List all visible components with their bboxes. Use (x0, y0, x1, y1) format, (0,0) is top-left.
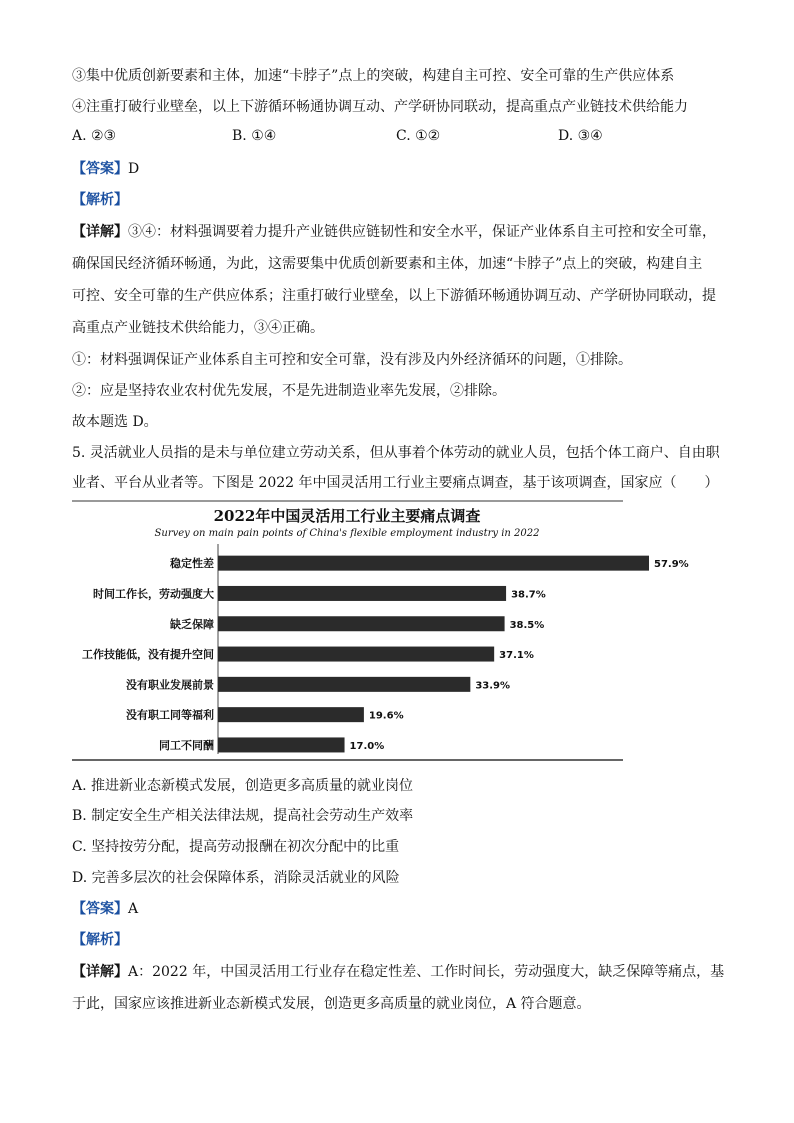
detail-tag: 【详解】 (72, 224, 128, 240)
q5-detail-line-2: 于此，国家应该推进新业态新模式发展，创造更多高质量的就业岗位，A 符合题意。 (72, 996, 591, 1012)
bar-6 (218, 737, 345, 752)
chart-svg (72, 500, 689, 762)
q4-analysis-tag: 【解析】 (72, 192, 128, 208)
bar-0 (218, 556, 649, 571)
detail-tag: 【详解】 (72, 964, 128, 980)
answer-tag: 【答案】 (72, 161, 128, 177)
q4-detail-line-3: 可控、安全可靠的生产供应体系；注重打破行业壁垒，以上下游循环畅通协调互动、产学研协同联动，提 (72, 288, 716, 304)
chart-subtitle: Survey on main pain points of China's flexible employment industry in 2022 (154, 528, 540, 539)
q4-choice-c: C. ①② (396, 128, 441, 144)
q4-conclusion: 故本题选 D。 (72, 414, 158, 430)
category-label-3: 工作技能低，没有提升空间 (82, 648, 214, 662)
q4-choice-d: D. ③④ (558, 128, 603, 144)
category-label-6: 同工不同酬 (159, 738, 214, 752)
category-label-1: 时间工作长，劳动强度大 (93, 587, 214, 601)
answer-value: D (128, 161, 140, 177)
q5-stem-line-1: 5. 灵活就业人员指的是未与单位建立劳动关系，但从事着个体劳动的就业人员，包括个体工商户、自由职 (72, 445, 720, 461)
option-statement-4: ④注重打破行业壁垒，以上下游循环畅通协调互动、产学研协同联动，提高重点产业链技术供给能力 (72, 99, 688, 115)
value-label-3: 37.1% (499, 650, 534, 662)
q4-choice-a: A. ②③ (72, 128, 117, 144)
q5-choice-a: A. 推进新业态新模式发展，创造更多高质量的就业岗位 (72, 778, 414, 794)
pain-points-chart (72, 500, 689, 762)
bar-3 (218, 647, 494, 662)
option-statement-3: ③集中优质创新要素和主体，加速“卡脖子”点上的突破，构建自主可控、安全可靠的生产供应体系 (72, 68, 675, 84)
bar-5 (218, 707, 364, 722)
q5-choice-d: D. 完善多层次的社会保障体系，消除灵活就业的风险 (72, 870, 400, 886)
category-label-2: 缺乏保障 (170, 617, 214, 631)
bar-1 (218, 586, 506, 601)
q5-analysis-tag: 【解析】 (72, 932, 128, 948)
q4-exclusion-1: ①：材料强调保证产业体系自主可控和安全可靠，没有涉及内外经济循环的问题，①排除。 (72, 352, 632, 368)
q4-choices (72, 128, 732, 148)
q5-detail-line-1: 【详解】A：2022 年，中国灵活用工行业存在稳定性差、工作时间长，劳动强度大，缺乏保障等痛点，基 (72, 964, 725, 980)
bar-4 (218, 677, 470, 692)
q4-detail-line-1: 【详解】③④：材料强调要着力提升产业链供应链韧性和安全水平，保证产业体系自主可控和安全可靠， (72, 224, 716, 240)
answer-value: A (128, 901, 139, 917)
value-label-6: 17.0% (349, 740, 385, 752)
q5-stem-line-2: 业者、平台从业者等。下图是 2022 年中国灵活用工行业主要痛点调查，基于该项调查，国家应（ ） (72, 475, 719, 491)
value-label-4: 33.9% (475, 680, 511, 692)
q5-answer (72, 899, 138, 919)
value-label-2: 38.5% (509, 619, 545, 631)
answer-tag: 【答案】 (72, 901, 128, 917)
category-label-4: 没有职业发展前景 (126, 678, 214, 692)
q4-detail-line-2: 确保国民经济循环畅通，为此，这需要集中优质创新要素和主体，加速“卡脖子”点上的突破，构建自主 (72, 256, 703, 272)
q4-exclusion-2: ②：应是坚持农业农村优先发展，不是先进制造业率先发展，②排除。 (72, 383, 506, 399)
q4-answer (72, 159, 139, 179)
q5-choice-c: C. 坚持按劳分配，提高劳动报酬在初次分配中的比重 (72, 839, 400, 855)
chart-title: 2022年中国灵活用工行业主要痛点调查 (213, 507, 481, 525)
chart-bars (82, 556, 689, 753)
category-label-5: 没有职工同等福利 (126, 708, 214, 722)
category-label-0: 稳定性差 (170, 557, 214, 571)
q4-detail-line-4: 高重点产业链技术供给能力，③④正确。 (72, 320, 324, 336)
q4-choice-b: B. ①④ (232, 128, 277, 144)
value-label-0: 57.9% (654, 559, 689, 571)
value-label-1: 38.7% (511, 589, 546, 601)
q5-choice-b: B. 制定安全生产相关法律法规，提高社会劳动生产效率 (72, 808, 414, 824)
bar-2 (218, 616, 505, 631)
value-label-5: 19.6% (368, 710, 404, 722)
